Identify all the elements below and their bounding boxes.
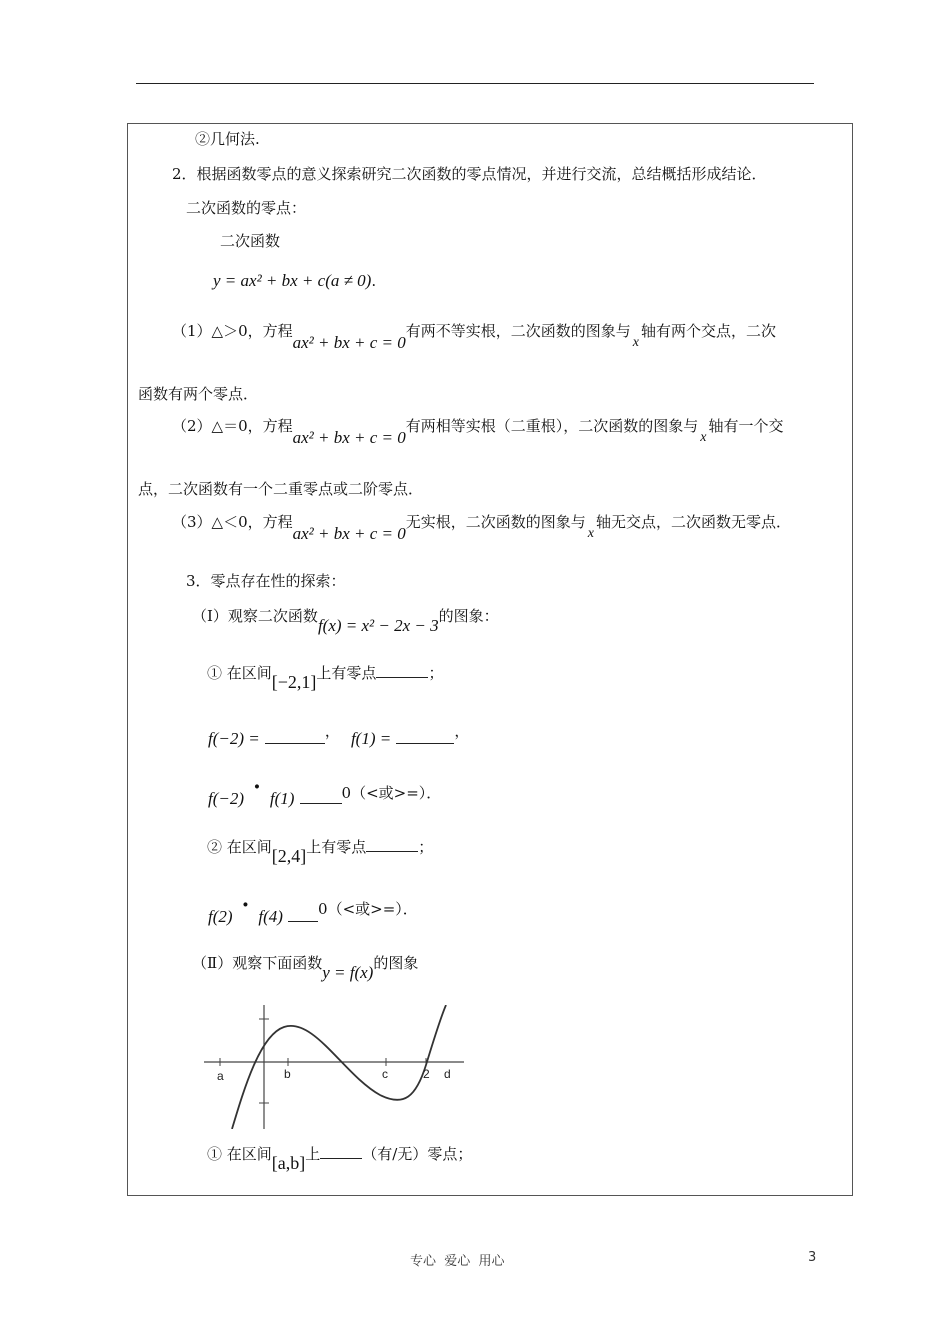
product-1-line: f(−2) · f(1) 0（<或>=）． <box>208 774 442 808</box>
answer-blank-f-1[interactable] <box>396 743 454 744</box>
case-2-line: （2）△＝0，方程ax² + bx + c = 0有两相等实根（二重根），二次函数的图象与x轴有一个交 <box>172 417 784 447</box>
answer-blank-product-2[interactable] <box>288 921 318 922</box>
item-2-text: 2．根据函数零点的意义探索研究二次函数的零点情况，并进行交流，总结概括形成结论． <box>172 165 767 183</box>
equation-2: ax² + bx + c = 0 <box>292 428 406 447</box>
quadratic-formula-line: y = ax² + bx + c(a ≠ 0). <box>213 271 377 290</box>
product-2-line: f(2) · f(4) 0（<或>=）． <box>208 892 418 926</box>
part-1-formula: f(x) = x² − 2x − 3 <box>317 616 439 635</box>
answer-blank-f-neg2[interactable] <box>265 743 325 744</box>
page-footer: 专心 爱心 用心 <box>410 1254 505 1269</box>
interval-2: [2,4] <box>271 846 307 866</box>
part-2-line: （Ⅱ）观察下面函数y = f(x)的图象 <box>192 954 419 982</box>
case-3-line: （3）△＜0，方程ax² + bx + c = 0无实根，二次函数的图象与x轴无交点，二次函数无零点． <box>172 513 792 543</box>
zeros-title: 二次函数的零点： <box>186 199 307 217</box>
quadratic-formula: y = ax² + bx + c(a ≠ 0) <box>213 271 372 290</box>
header-rule <box>136 83 814 84</box>
x-variable-3: x <box>587 526 595 541</box>
x-variable-2: x <box>700 430 707 445</box>
graph-label-2: 2 <box>423 1067 430 1081</box>
item-3-text: 3．零点存在性的探索： <box>186 572 346 590</box>
case-1-continuation: 函数有两个零点． <box>138 385 259 403</box>
question-1-line: ① 在区间[−2,1]上有零点 ； <box>207 664 444 692</box>
graph-label-b: b <box>284 1067 291 1081</box>
graph-label-d: d <box>444 1067 451 1081</box>
equation-1: ax² + bx + c = 0 <box>292 333 406 352</box>
graph-label-a: a <box>217 1069 224 1083</box>
answer-blank-product-1[interactable] <box>300 803 342 804</box>
function-graph <box>204 1005 464 1129</box>
quadratic-label: 二次函数 <box>220 232 281 250</box>
graph-label-c: c <box>382 1067 388 1081</box>
answer-blank-1[interactable] <box>376 677 428 678</box>
question-3-line: ① 在区间[a,b]上 （有/无）零点； <box>207 1145 473 1173</box>
item-geometric-method: ②几何法. <box>195 130 260 148</box>
x-variable-1: x <box>632 335 640 350</box>
answer-blank-3[interactable] <box>320 1158 362 1159</box>
interval-3: [a,b] <box>271 1153 306 1173</box>
equation-3: ax² + bx + c = 0 <box>292 524 406 543</box>
part-1-line: （Ⅰ）观察二次函数f(x) = x² − 2x − 3的图象： <box>192 607 499 635</box>
question-2-line: ② 在区间[2,4]上有零点 ； <box>207 838 434 866</box>
interval-1: [−2,1] <box>271 672 317 692</box>
case-1-line: （1）△＞0，方程ax² + bx + c = 0有两不等实根，二次函数的图象与x轴有两个交点，二次 <box>172 322 777 352</box>
part-2-formula: y = f(x) <box>322 963 374 982</box>
case-2-continuation: 点，二次函数有一个二重零点或二阶零点． <box>138 480 424 498</box>
page-number: 3 <box>808 1250 817 1265</box>
function-values-line: f(−2) = ， f(1) = ， <box>208 722 470 748</box>
answer-blank-2[interactable] <box>366 851 418 852</box>
